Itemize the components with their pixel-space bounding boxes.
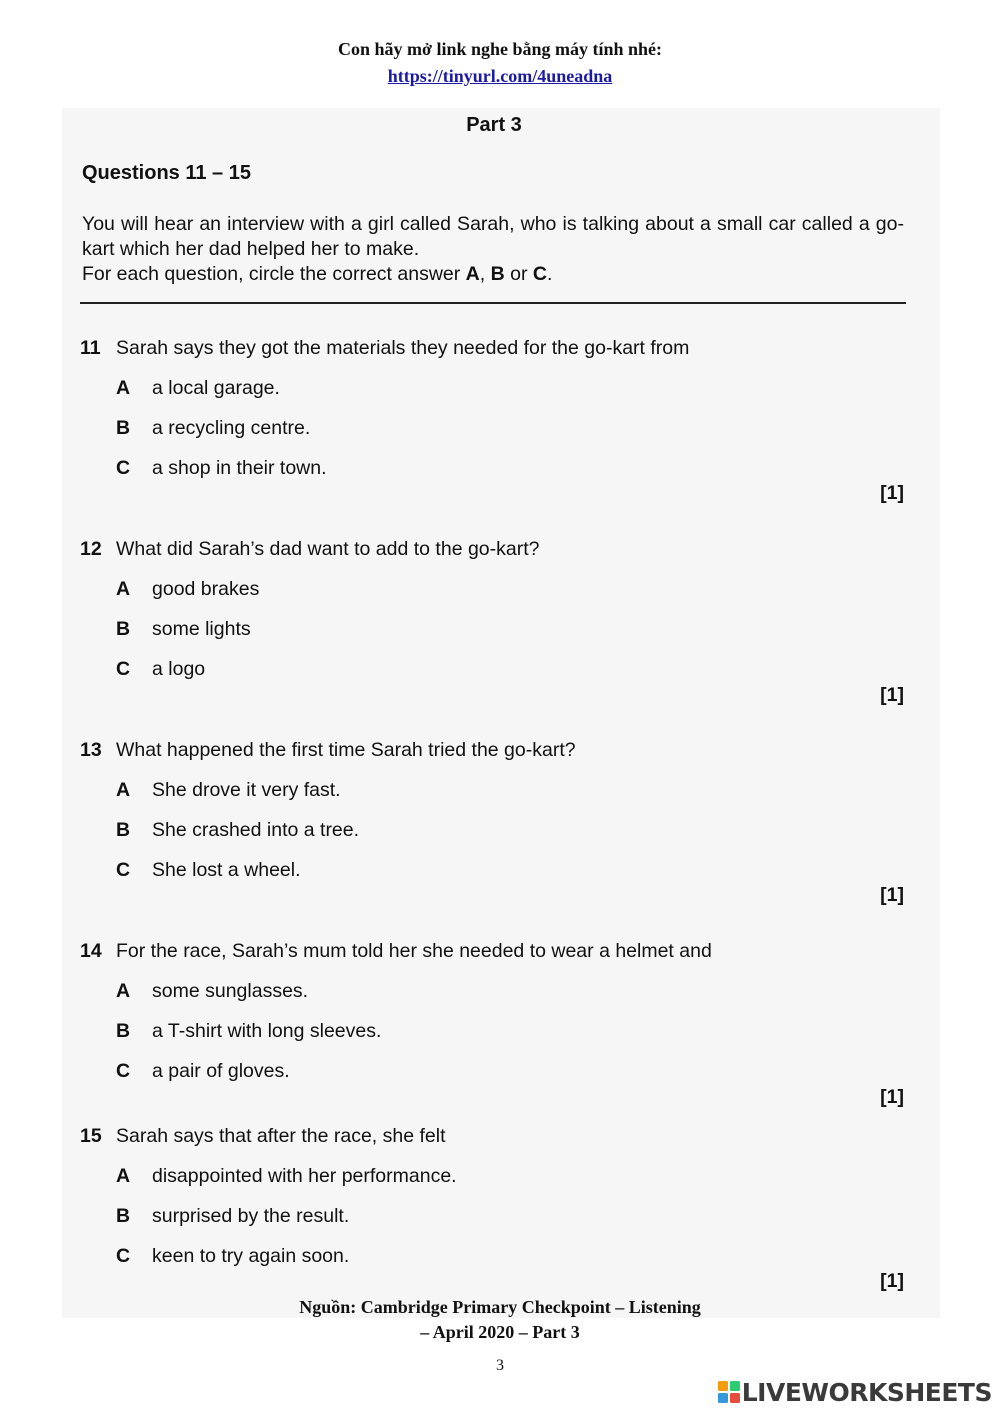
- question-text: What happened the first time Sarah tried the go-kart?: [116, 739, 576, 761]
- intro-line-1: You will hear an interview with a girl called Sarah, who is talking about a small car called a go-kart which her dad helped her to make.: [82, 213, 904, 260]
- option-b[interactable]: [80, 1204, 906, 1228]
- option-b[interactable]: [80, 1019, 906, 1043]
- option-letter: B: [116, 1205, 131, 1227]
- option-text: She crashed into a tree.: [152, 819, 360, 841]
- mark-allocation: [1]: [880, 884, 904, 906]
- option-a[interactable]: [80, 1164, 906, 1188]
- intro-instruction: For each question, circle the correct answer: [82, 263, 466, 285]
- option-text: a logo: [152, 658, 206, 680]
- option-text: some lights: [152, 618, 251, 640]
- option-b[interactable]: [80, 617, 906, 641]
- option-a[interactable]: [80, 979, 906, 1003]
- question-stem: [80, 939, 906, 963]
- source-credit: [0, 1295, 1000, 1345]
- mark-allocation: [1]: [880, 684, 904, 706]
- intro-line-2: [82, 262, 904, 287]
- option-letter: A: [116, 980, 131, 1002]
- option-text: a recycling centre.: [152, 417, 311, 439]
- option-c[interactable]: [80, 1059, 906, 1083]
- option-c[interactable]: [80, 858, 906, 882]
- question-11: [80, 336, 906, 504]
- question-number: 15: [80, 1125, 102, 1147]
- audio-link[interactable]: https://tinyurl.com/4uneadna: [387, 66, 613, 86]
- logo-text: LIVEWORKSHEETS: [741, 1377, 992, 1407]
- header-note: [0, 36, 1000, 90]
- question-15: [80, 1124, 906, 1292]
- intro-letter-b: B: [490, 263, 505, 285]
- option-text: a pair of gloves.: [152, 1060, 290, 1082]
- option-letter: B: [116, 819, 131, 841]
- question-stem: [80, 336, 906, 360]
- question-text: Sarah says they got the materials they needed for the go-kart from: [116, 337, 690, 359]
- option-text: a local garage.: [152, 377, 280, 399]
- option-a[interactable]: [80, 376, 906, 400]
- option-text: She lost a wheel.: [152, 859, 301, 881]
- option-letter: B: [116, 1020, 131, 1042]
- question-14: [80, 939, 906, 1108]
- question-number: 12: [80, 538, 102, 560]
- question-stem: [80, 537, 906, 561]
- page-number: 3: [496, 1357, 504, 1374]
- question-stem: [80, 738, 906, 762]
- divider-rule: [80, 302, 906, 304]
- option-text: a T-shirt with long sleeves.: [152, 1020, 382, 1042]
- mark-allocation: [1]: [880, 482, 904, 504]
- option-text: She drove it very fast.: [152, 779, 341, 801]
- intro-period: .: [546, 263, 553, 285]
- liveworksheets-logo-icon: [718, 1381, 740, 1403]
- part-title: Part 3: [466, 114, 522, 136]
- option-letter: C: [116, 859, 131, 881]
- question-range: Questions 11 – 15: [82, 162, 251, 184]
- intro-or: or: [504, 263, 533, 285]
- question-text: Sarah says that after the race, she felt: [116, 1125, 446, 1147]
- question-stem: [80, 1124, 906, 1148]
- question-text: What did Sarah’s dad want to add to the go-kart?: [116, 538, 540, 560]
- option-letter: C: [116, 1245, 131, 1267]
- intro-comma: ,: [479, 263, 491, 285]
- option-a[interactable]: [80, 778, 906, 802]
- option-text: surprised by the result.: [152, 1205, 350, 1227]
- option-letter: A: [116, 578, 131, 600]
- option-letter: C: [116, 658, 131, 680]
- option-letter: A: [116, 377, 131, 399]
- option-letter: C: [116, 1060, 131, 1082]
- question-number: 14: [80, 940, 102, 962]
- question-13: [80, 738, 906, 906]
- source-line-1: Nguồn: Cambridge Primary Checkpoint – Listening: [299, 1297, 701, 1317]
- mark-allocation: [1]: [880, 1086, 904, 1108]
- option-text: disappointed with her performance.: [152, 1165, 457, 1187]
- option-letter: A: [116, 1165, 131, 1187]
- option-c[interactable]: [80, 456, 906, 480]
- option-text: keen to try again soon.: [152, 1245, 350, 1267]
- option-b[interactable]: [80, 416, 906, 440]
- intro-letter-a: A: [465, 263, 480, 285]
- option-b[interactable]: [80, 818, 906, 842]
- mark-allocation: [1]: [880, 1270, 904, 1292]
- option-c[interactable]: [80, 657, 906, 681]
- intro-letter-c: C: [532, 263, 547, 285]
- option-text: a shop in their town.: [152, 457, 327, 479]
- listening-instruction: Con hãy mở link nghe bằng máy tính nhé:: [337, 39, 663, 59]
- source-line-2: – April 2020 – Part 3: [420, 1322, 580, 1342]
- option-c[interactable]: [80, 1244, 906, 1268]
- option-letter: A: [116, 779, 131, 801]
- intro-text: [82, 212, 904, 287]
- option-letter: C: [116, 457, 131, 479]
- liveworksheets-logo[interactable]: [718, 1378, 992, 1406]
- option-letter: B: [116, 417, 131, 439]
- question-number: 11: [80, 337, 101, 359]
- option-a[interactable]: [80, 577, 906, 601]
- option-letter: B: [116, 618, 131, 640]
- option-text: some sunglasses.: [152, 980, 309, 1002]
- question-number: 13: [80, 739, 102, 761]
- question-12: [80, 537, 906, 706]
- question-text: For the race, Sarah’s mum told her she needed to wear a helmet and: [116, 940, 712, 962]
- option-text: good brakes: [152, 578, 260, 600]
